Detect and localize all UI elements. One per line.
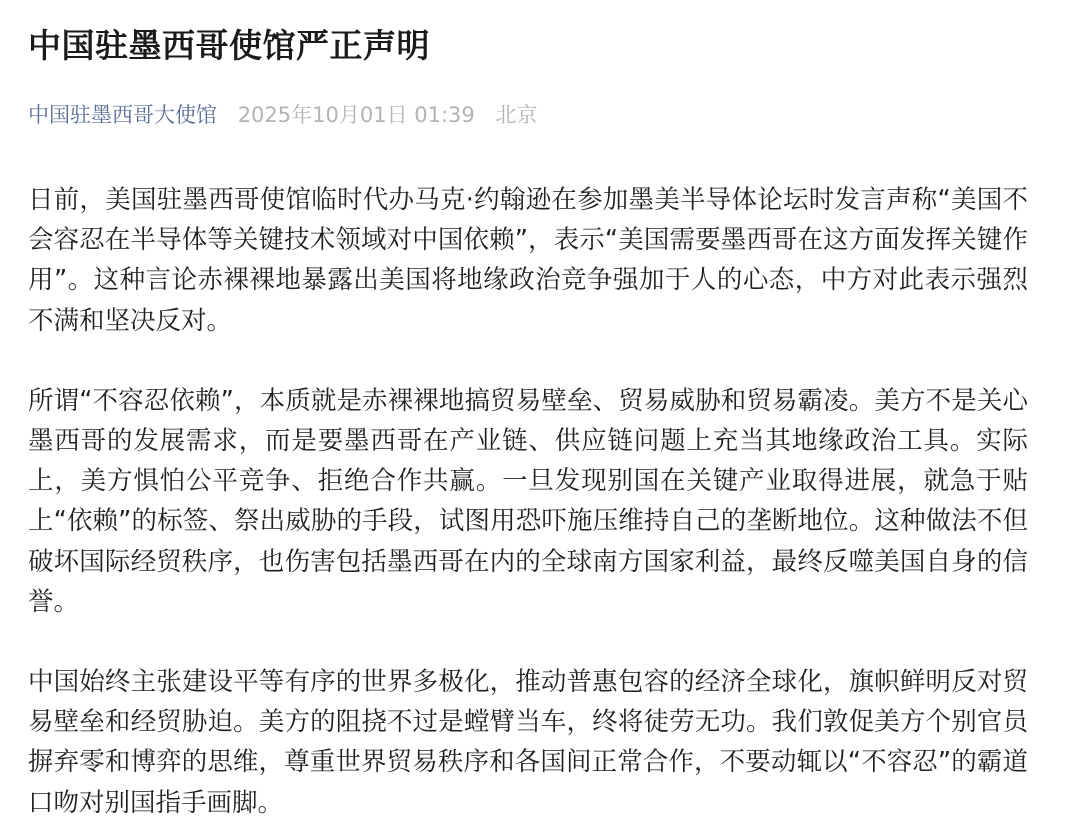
publish-time: 2025年10月01日 01:39 xyxy=(237,103,475,127)
article-meta xyxy=(28,100,1052,130)
article-body xyxy=(28,180,1052,823)
article-paragraph: 所谓“不容忍依赖”，本质就是赤裸裸地搞贸易壁垒、贸易威胁和贸易霸凌。美方不是关心墨西哥的发展需求，而是要墨西哥在产业链、供应链问题上充当其地缘政治工具。实际上，美方惧怕公平竞争、拒绝合作共赢。一旦发现别国在关键产业取得进展，就急于贴上“依赖”的标签、祭出威胁的手段，试图用恐吓施压维持自己的垄断地位。这种做法不但破坏国际经贸秩序，也伤害包括墨西哥在内的全球南方国家利益，最终反噬美国自身的信誉。 xyxy=(28,385,1028,617)
account-name-link[interactable]: 中国驻墨西哥大使馆 xyxy=(28,103,217,127)
article-title: 中国驻墨西哥使馆严正声明 xyxy=(28,26,430,65)
article-paragraph: 日前，美国驻墨西哥使馆临时代办马克·约翰逊在参加墨美半导体论坛时发言声称“美国不会容忍在半导体等关键技术领域对中国依赖”，表示“美国需要墨西哥在这方面发挥关键作用”。这种言论赤裸裸地暴露出美国将地缘政治竞争强加于人的心态，中方对此表示强烈不满和坚决反对。 xyxy=(28,185,1028,336)
publish-location: 北京 xyxy=(495,103,538,127)
article-paragraph: 中国始终主张建设平等有序的世界多极化，推动普惠包容的经济全球化，旗帜鲜明反对贸易壁垒和经贸胁迫。美方的阻挠不过是螳臂当车，终将徒劳无功。我们敦促美方个别官员摒弃零和博弈的思维，尊重世界贸易秩序和各国间正常合作，不要动辄以“不容忍”的霸道口吻对别国指手画脚。 xyxy=(28,667,1028,818)
